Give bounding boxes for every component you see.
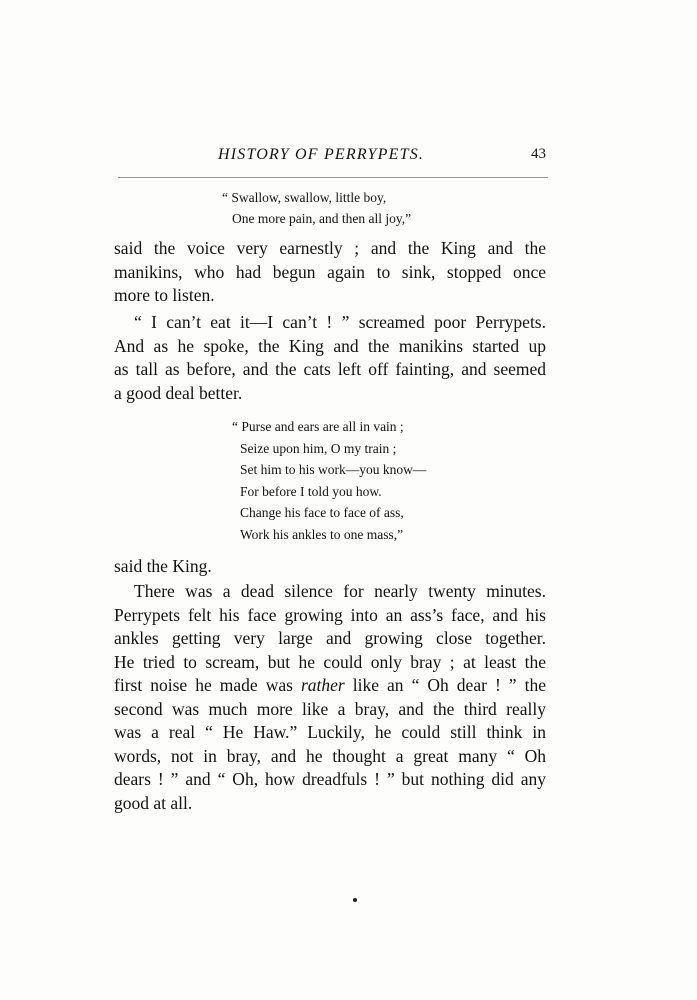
verse-line: Seize upon him, O my train ; <box>240 440 397 456</box>
text-line: was a real “ He Haw.” Luckily, he could still think in <box>114 722 546 742</box>
italic-word: rather <box>300 675 345 695</box>
text-line: words, not in bray, and he thought a great many “ Oh <box>114 745 546 766</box>
text-line: more to listen. <box>114 285 215 305</box>
text-line: a good deal better. <box>114 382 243 403</box>
text-run: first noise he made was <box>114 675 301 695</box>
verse-line: For before I told you how. <box>240 483 382 499</box>
verse-line: One more pain, and then all joy,” <box>232 211 412 226</box>
text-line: as tall as before, and the cats left off fainting, and seemed <box>114 359 546 379</box>
text-line: There was a dead silence for nearly twenty minutes. <box>134 581 546 601</box>
verse-king-spell <box>232 416 426 545</box>
paragraph-said-king <box>114 555 546 579</box>
paragraph-cant-eat <box>114 311 546 405</box>
text-line: He tried to scream, but he could only bray ; at least the <box>114 651 546 672</box>
running-title: HISTORY OF PERRYPETS. <box>218 146 425 163</box>
text-line: dears ! ” and “ Oh, how dreadfuls ! ” but nothing did any <box>114 769 546 789</box>
verse-line: “ Purse and ears are all in vain ; <box>232 419 404 434</box>
text-line: ankles getting very large and growing close together. <box>114 628 546 648</box>
text-line: said the King. <box>114 556 212 576</box>
page-number: 43 <box>531 146 546 162</box>
text-line <box>114 674 546 698</box>
text-line: And as he spoke, the King and the manikins started up <box>114 335 546 356</box>
verse-line: “ Swallow, swallow, little boy, <box>222 190 387 205</box>
text-line: good at all. <box>114 792 193 813</box>
header-rule <box>118 177 548 178</box>
verse-line: Change his face to face of ass, <box>240 505 404 520</box>
verse-swallow <box>222 187 411 229</box>
text-line: said the voice very earnestly ; and the King and the <box>114 238 546 258</box>
text-line: second was much more like a bray, and the third really <box>114 698 546 719</box>
verse-line: Set him to his work—you know— <box>240 462 427 477</box>
paragraph-silence <box>114 580 546 815</box>
text-run: like an “ Oh dear ! ” the <box>344 675 546 695</box>
verse-line: Work his ankles to one mass,” <box>240 526 404 542</box>
running-head <box>114 146 554 168</box>
printer-mark <box>353 898 357 902</box>
text-line: manikins, who had begun again to sink, stopped once <box>114 261 546 282</box>
text-line: Perrypets felt his face growing into an ass’s face, and his <box>114 604 546 625</box>
text-line: “ I can’t eat it—I can’t ! ” screamed poor Perrypets. <box>134 312 546 332</box>
paragraph-voice <box>114 237 546 308</box>
